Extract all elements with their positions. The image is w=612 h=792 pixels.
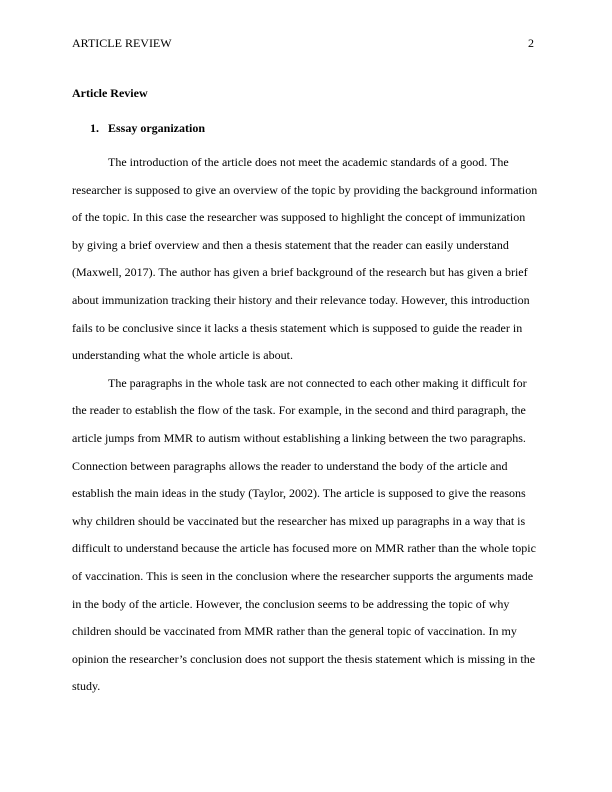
document-title: Article Review xyxy=(72,86,148,100)
page-number: 2 xyxy=(528,36,534,50)
paragraph: The paragraphs in the whole task are not connected to each other making it difficult for the reader to establish the flow of the task. For example, in the second and third paragraph, the article jumps from MMR to autism without establishing a linking between the two paragraphs. Connection between paragraphs allows the reader to understand the body of the article and establish the main ideas in the study (Taylor, 2002). The article is supposed to give the reasons why children should be vaccinated but the researcher has mixed up paragraphs in a way that is difficult to understand because the article has focused more on MMR rather than the whole topic of vaccination. This is seen in the conclusion where the researcher supports the arguments made in the body of the article. However, the conclusion seems to be addressing the topic of why children should be vaccinated from MMR rather than the general topic of vaccination. In my opinion the researcher’s conclusion does not support the thesis statement which is missing in the study. xyxy=(72,375,536,694)
body-text xyxy=(72,149,540,701)
running-head: ARTICLE REVIEW xyxy=(72,36,172,50)
paragraph: The introduction of the article does not meet the academic standards of a good. The researcher is supposed to give an overview of the topic by providing the background information of the topic. In this case the researcher was supposed to highlight the concept of immunization by giving a brief overview and then a thesis statement that the reader can easily understand (Maxwell, 2017). The author has given a brief background of the research but has given a brief about immunization tracking their history and their relevance today. However, this introduction fails to be conclusive since it lacks a thesis statement which is supposed to guide the reader in understanding what the whole article is about. xyxy=(72,155,538,363)
section-number: 1. xyxy=(90,121,99,135)
section-title: Essay organization xyxy=(108,121,206,135)
section-heading xyxy=(90,121,205,135)
